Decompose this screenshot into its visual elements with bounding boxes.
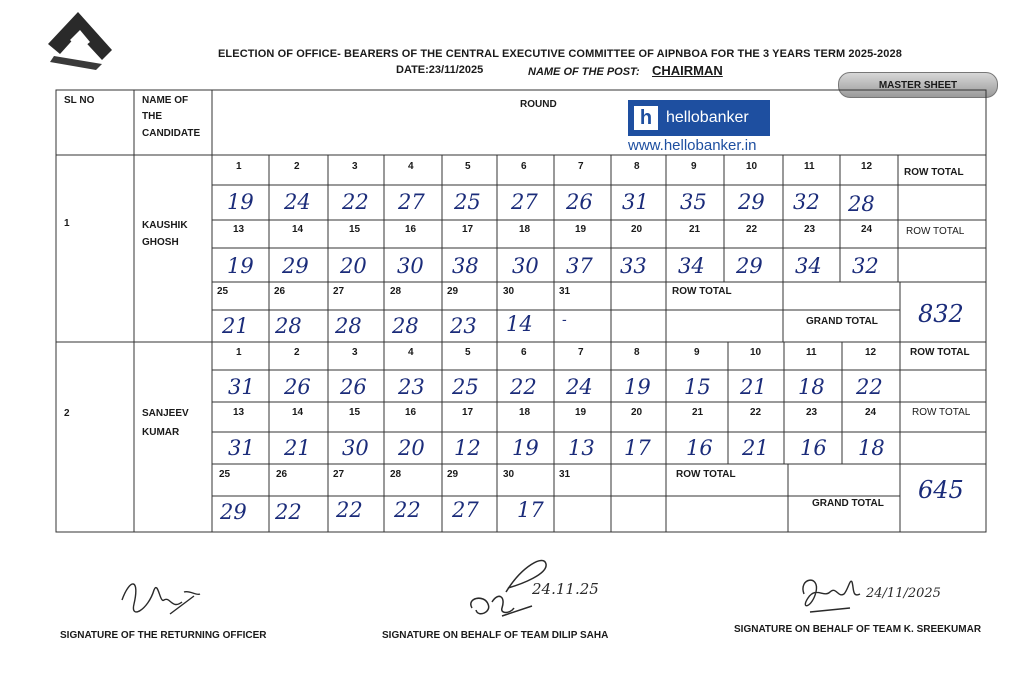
vote-count: 25 <box>452 375 479 399</box>
round-number: 20 <box>631 224 643 235</box>
watermark-brand: hellobanker <box>666 109 749 126</box>
vote-count: 32 <box>793 190 820 214</box>
round-number: 17 <box>462 224 474 235</box>
vote-count: 28 <box>848 192 875 216</box>
round-number: 18 <box>519 407 531 418</box>
vote-count: 34 <box>678 254 705 278</box>
row-total-label: ROW TOTAL <box>906 226 965 237</box>
row-total-label: ROW TOTAL <box>910 347 970 358</box>
vote-count: 17 <box>624 436 651 460</box>
round-number: 25 <box>217 286 229 297</box>
vote-count: - <box>562 312 567 328</box>
round-number: 4 <box>408 161 414 172</box>
round-number: 14 <box>292 407 304 418</box>
round-number: 7 <box>578 161 584 172</box>
round-number: 13 <box>233 407 245 418</box>
round-number: 16 <box>405 407 417 418</box>
header-name-line-3: CANDIDATE <box>142 128 201 139</box>
round-number: 6 <box>521 347 527 358</box>
round-number: 27 <box>333 469 345 480</box>
round-number: 8 <box>634 161 640 172</box>
watermark-h-icon: h <box>634 106 658 130</box>
candidate-2-sl: 2 <box>64 408 70 419</box>
vote-count: 19 <box>512 436 539 460</box>
round-number: 26 <box>274 286 286 297</box>
round-number: 29 <box>447 286 459 297</box>
round-number: 15 <box>349 407 361 418</box>
vote-count: 21 <box>742 436 769 460</box>
document-title: ELECTION OF OFFICE- BEARERS OF THE CENTRAL EXECUTIVE COMMITTEE OF AIPNBOA FOR THE 3 YEARS TERM 2025-2028 <box>218 48 902 60</box>
vote-count: 17 <box>517 498 544 522</box>
vote-count: 37 <box>566 254 593 278</box>
vote-count: 19 <box>227 190 254 214</box>
grand-total-label: GRAND TOTAL <box>806 316 878 327</box>
candidate-2-name-line-2: KUMAR <box>142 427 180 438</box>
vote-count: 30 <box>342 436 369 460</box>
round-number: 17 <box>462 407 474 418</box>
grand-total-value: 832 <box>918 300 964 328</box>
round-number: 6 <box>521 161 527 172</box>
round-number: 15 <box>349 224 361 235</box>
dilip-saha-signature-date: 24.11.25 <box>532 580 599 598</box>
vote-count: 18 <box>858 436 885 460</box>
vote-count: 28 <box>392 314 419 338</box>
grand-total-label: GRAND TOTAL <box>812 498 884 509</box>
round-number: 8 <box>634 347 640 358</box>
round-number: 11 <box>806 347 817 358</box>
round-number: 3 <box>352 347 358 358</box>
vote-count: 20 <box>340 254 367 278</box>
round-number: 3 <box>352 161 358 172</box>
round-number: 9 <box>694 347 700 358</box>
vote-count: 16 <box>800 436 827 460</box>
vote-count: 22 <box>394 498 421 522</box>
header-name-line-2: THE <box>142 111 162 122</box>
round-number: 31 <box>559 286 571 297</box>
vote-count: 24 <box>566 375 593 399</box>
round-number: 7 <box>578 347 584 358</box>
election-date: DATE:23/11/2025 <box>396 64 484 76</box>
signature-label-team-dilip-saha: SIGNATURE ON BEHALF OF TEAM DILIP SAHA <box>382 630 609 641</box>
round-number: 22 <box>750 407 762 418</box>
vote-count: 26 <box>566 190 593 214</box>
vote-count: 27 <box>398 190 425 214</box>
round-number: 23 <box>806 407 818 418</box>
grand-total-value: 645 <box>918 476 964 504</box>
vote-count: 20 <box>398 436 425 460</box>
vote-count: 16 <box>686 436 713 460</box>
vote-count: 31 <box>228 375 255 399</box>
round-number: 16 <box>405 224 417 235</box>
round-number: 24 <box>861 224 873 235</box>
vote-count: 29 <box>220 500 247 524</box>
round-number: 21 <box>689 224 701 235</box>
row-total-label: ROW TOTAL <box>912 407 971 418</box>
header-name-line-1: NAME OF <box>142 95 189 106</box>
vote-count: 21 <box>740 375 767 399</box>
round-number: 30 <box>503 469 515 480</box>
watermark-logo <box>628 100 770 136</box>
round-number: 30 <box>503 286 515 297</box>
round-number: 31 <box>559 469 571 480</box>
vote-count: 15 <box>684 375 711 399</box>
vote-count: 29 <box>738 190 765 214</box>
row-total-label: ROW TOTAL <box>672 286 732 297</box>
vote-count: 22 <box>856 375 883 399</box>
round-number: 23 <box>804 224 816 235</box>
post-value: CHAIRMAN <box>652 63 723 78</box>
round-number: 13 <box>233 224 245 235</box>
round-number: 1 <box>236 347 242 358</box>
round-number: 19 <box>575 224 587 235</box>
post-label: NAME OF THE POST: <box>528 66 640 78</box>
vote-count: 31 <box>228 436 255 460</box>
row-total-label: ROW TOTAL <box>676 469 736 480</box>
vote-count: 26 <box>284 375 311 399</box>
vote-count: 27 <box>511 190 538 214</box>
sreekumar-signature-date: 24/11/2025 <box>866 586 941 601</box>
round-number: 28 <box>390 469 402 480</box>
round-number: 10 <box>746 161 758 172</box>
round-number: 22 <box>746 224 758 235</box>
vote-count: 24 <box>284 190 311 214</box>
candidate-1-name-line-2: GHOSH <box>142 237 179 248</box>
vote-count: 13 <box>568 436 595 460</box>
round-number: 5 <box>465 161 471 172</box>
round-number: 29 <box>447 469 459 480</box>
vote-count: 33 <box>620 254 647 278</box>
vote-count: 22 <box>275 500 302 524</box>
round-number: 28 <box>390 286 402 297</box>
round-number: 21 <box>692 407 704 418</box>
vote-count: 32 <box>852 254 879 278</box>
row-total-label: ROW TOTAL <box>904 167 964 178</box>
vote-count: 28 <box>275 314 302 338</box>
round-number: 12 <box>865 347 877 358</box>
vote-count: 12 <box>454 436 481 460</box>
vote-count: 19 <box>624 375 651 399</box>
round-number: 12 <box>861 161 873 172</box>
vote-count: 22 <box>510 375 537 399</box>
round-number: 24 <box>865 407 877 418</box>
candidate-1-sl: 1 <box>64 218 70 229</box>
vote-count: 28 <box>335 314 362 338</box>
vote-count: 23 <box>450 314 477 338</box>
round-number: 14 <box>292 224 304 235</box>
master-sheet-badge: MASTER SHEET <box>838 72 998 98</box>
vote-count: 34 <box>795 254 822 278</box>
round-number: 4 <box>408 347 414 358</box>
round-number: 1 <box>236 161 242 172</box>
round-number: 5 <box>465 347 471 358</box>
round-number: 11 <box>804 161 815 172</box>
vote-count: 30 <box>397 254 424 278</box>
vote-count: 35 <box>680 190 707 214</box>
watermark-url: www.hellobanker.in <box>628 137 757 154</box>
vote-count: 18 <box>798 375 825 399</box>
vote-count: 25 <box>454 190 481 214</box>
round-number: 27 <box>333 286 345 297</box>
candidate-1-name-line-1: KAUSHIK <box>142 220 188 231</box>
vote-count: 38 <box>452 254 479 278</box>
round-number: 18 <box>519 224 531 235</box>
vote-count: 21 <box>284 436 311 460</box>
vote-count: 26 <box>340 375 367 399</box>
candidate-2-name-line-1: SANJEEV <box>142 408 189 419</box>
round-number: 2 <box>294 347 300 358</box>
returning-officer-signature-icon <box>110 570 230 630</box>
vote-count: 22 <box>336 498 363 522</box>
signature-label-returning-officer: SIGNATURE OF THE RETURNING OFFICER <box>60 630 267 641</box>
vote-count: 22 <box>342 190 369 214</box>
round-number: 9 <box>691 161 697 172</box>
vote-count: 29 <box>736 254 763 278</box>
vote-count: 19 <box>227 254 254 278</box>
round-number: 25 <box>219 469 231 480</box>
header-sl-no: SL NO <box>64 95 95 106</box>
round-number: 19 <box>575 407 587 418</box>
vote-count: 30 <box>512 254 539 278</box>
round-number: 10 <box>750 347 762 358</box>
round-number: 2 <box>294 161 300 172</box>
vote-count: 14 <box>506 312 533 336</box>
vote-count: 23 <box>398 375 425 399</box>
vote-count: 29 <box>282 254 309 278</box>
vote-count: 21 <box>222 314 249 338</box>
round-number: 20 <box>631 407 643 418</box>
signature-label-team-sreekumar: SIGNATURE ON BEHALF OF TEAM K. SREEKUMAR <box>734 624 982 635</box>
header-round: ROUND <box>520 99 557 110</box>
vote-count: 31 <box>622 190 649 214</box>
vote-count: 27 <box>452 498 479 522</box>
round-number: 26 <box>276 469 288 480</box>
